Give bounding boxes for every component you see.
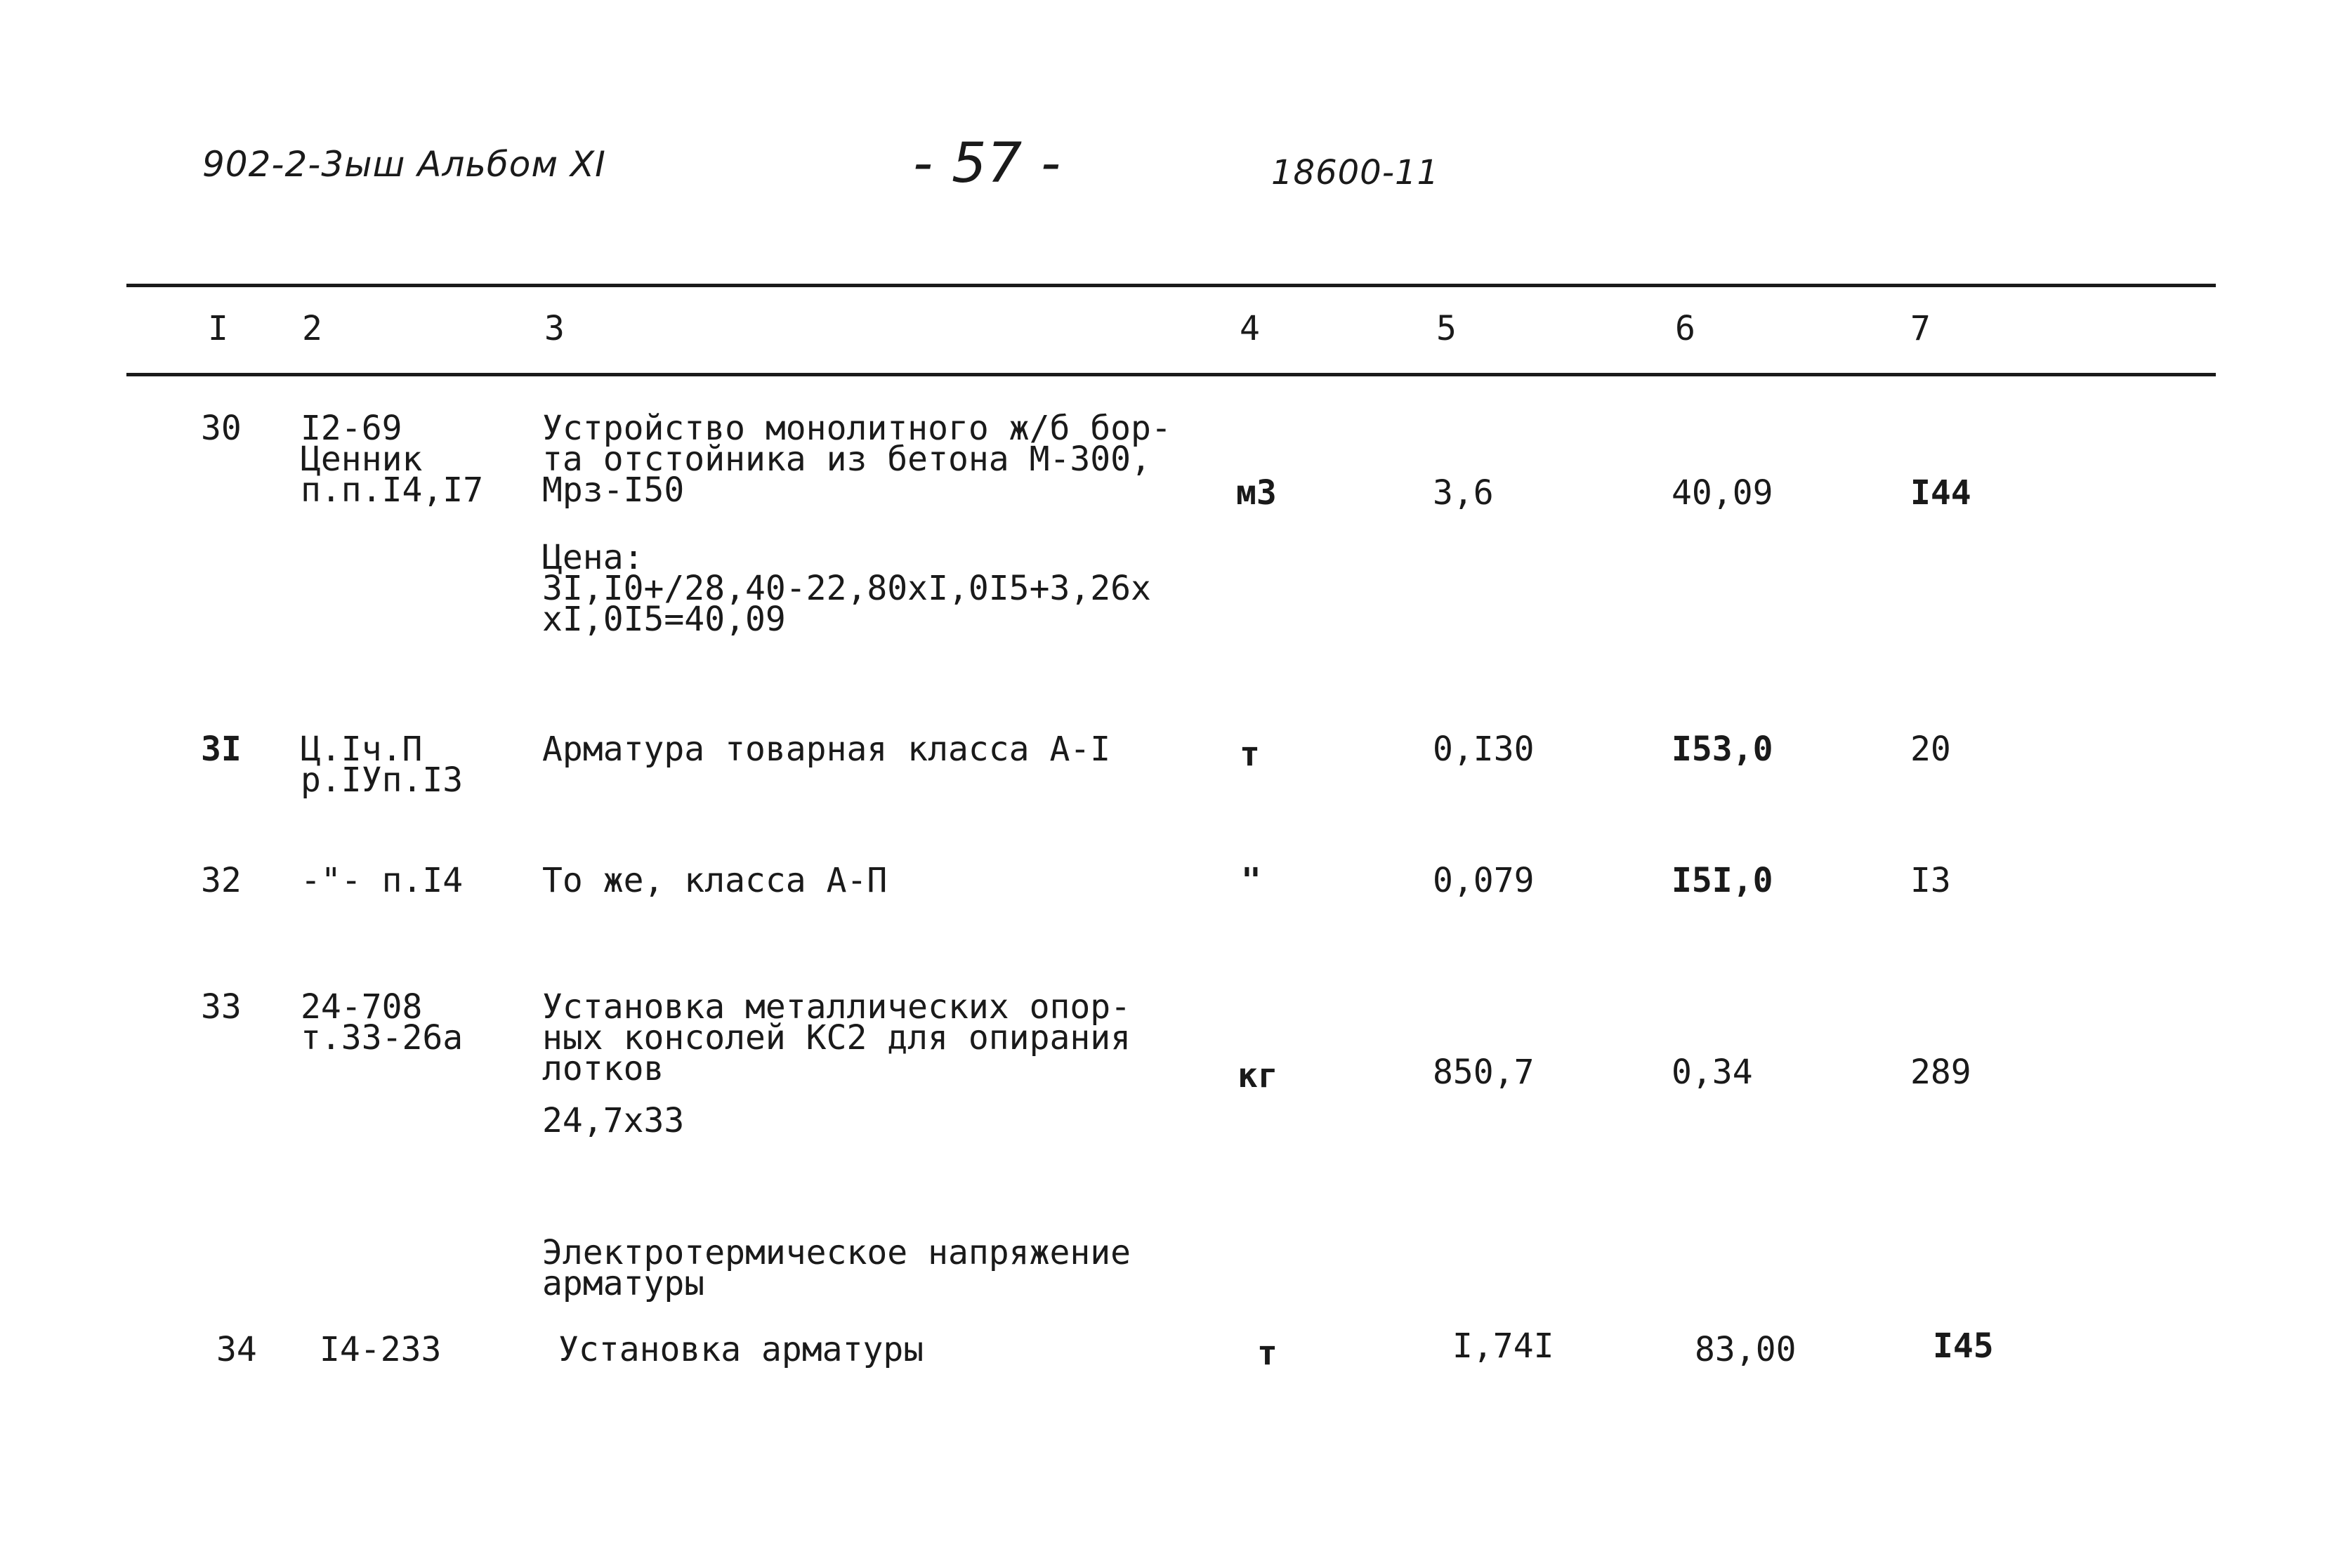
row-code: Ц.Iч.П р.IУп.I3 [301,730,464,800]
reference-number: 18600-11 [1271,153,1440,192]
row-total: 20 [1910,730,1951,769]
column-header-3: 3 [544,309,565,348]
row-quantity: 0,079 [1433,861,1535,900]
column-header-7: 7 [1910,309,1931,348]
row-number: 30 [201,409,242,448]
row-description: Установка арматуры [558,1330,924,1369]
row-code: 24-708 т.33-26а [301,987,464,1058]
row-unit: кг [1237,1056,1278,1095]
row-quantity: I,74I [1452,1326,1554,1366]
page-number: - 57 - [913,132,1062,195]
section-heading: Электротермическое напряжение арматуры [542,1233,1131,1303]
row-description: Установка металлических опор- ных консолей КС2 для опирания лотков [542,987,1131,1088]
row-unit: т [1257,1333,1278,1373]
row-total: 289 [1910,1053,1971,1092]
column-header-4: 4 [1240,309,1260,348]
table-top-rule [126,284,2216,287]
row-unit: т [1240,734,1260,774]
row-number: 32 [201,861,242,900]
row-total: I45 [1933,1326,1994,1366]
row-unit: м3 [1236,473,1277,513]
row-quantity: 850,7 [1433,1053,1535,1092]
row-code: -"- п.I4 [301,861,464,900]
column-header-1: I [208,309,228,348]
row-calculation: Цена: 3I,I0+/28,40-22,80хI,0I5+3,26х хI,0I5=40,09 [542,538,1151,639]
row-number: 33 [201,987,242,1027]
column-header-6: 6 [1675,309,1695,348]
row-calculation: 24,7х33 [542,1101,685,1140]
row-description: Арматура товарная класса А-I [542,730,1111,769]
row-total: I3 [1910,861,1951,900]
row-price: 83,00 [1695,1330,1797,1369]
row-price: I53,0 [1672,730,1773,769]
row-total: I44 [1910,473,1971,513]
document-code: 902-2-3ыш Альбом XI [202,144,606,185]
row-quantity: 3,6 [1433,473,1494,513]
row-quantity: 0,I30 [1433,730,1535,769]
row-price: I5I,0 [1672,861,1773,900]
row-number: 34 [216,1330,257,1369]
row-description: Устройство монолитного ж/б бор- та отстойника из бетона М-300, Мрз-I50 [542,409,1171,510]
row-code: I4-233 [320,1330,442,1369]
row-code: I2-69 Ценник п.п.I4,I7 [301,409,484,510]
row-unit: " [1241,861,1261,900]
column-header-2: 2 [302,309,322,348]
row-description: То же, класса А-П [542,861,888,900]
table-header-rule [126,373,2216,376]
row-number: 3I [201,730,242,769]
column-header-5: 5 [1436,309,1457,348]
row-price: 40,09 [1672,473,1773,513]
row-price: 0,34 [1672,1053,1753,1092]
